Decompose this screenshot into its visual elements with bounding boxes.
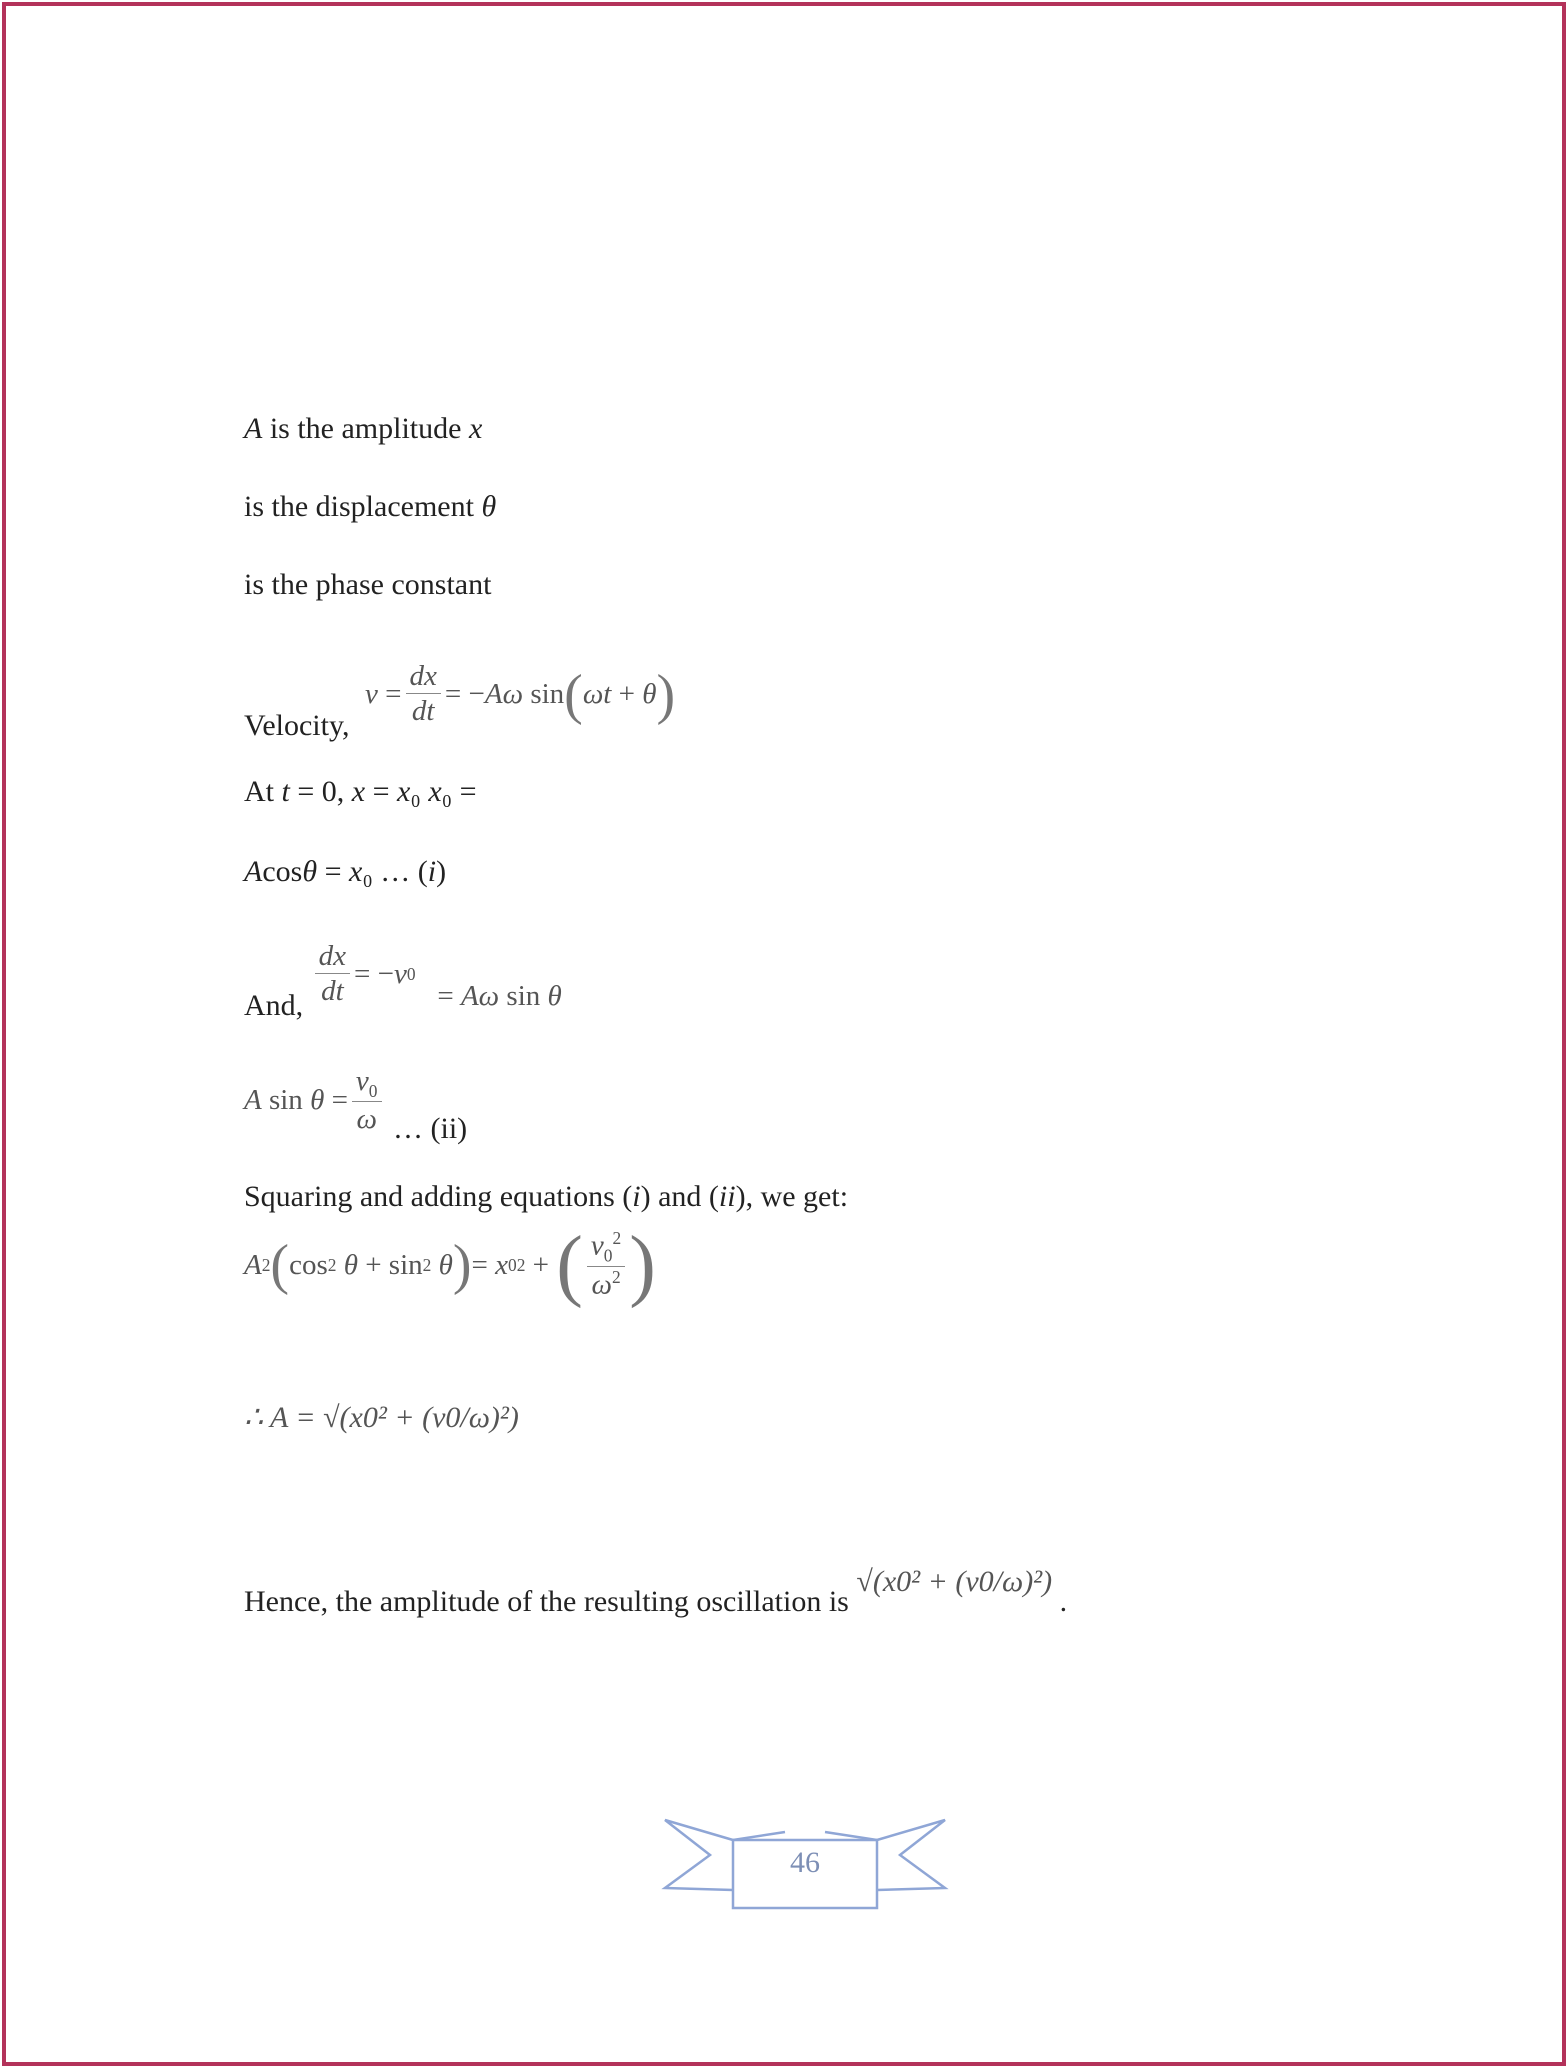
page-border: [2, 2, 1566, 2066]
text-squaring: Squaring and adding equations (i) and (ii), we get:: [244, 1180, 849, 1213]
and-equation: $\frac{dx}{dt}$ = − v 0 = Aω sin θ: [311, 940, 562, 1009]
equation-ii: [244, 1065, 468, 1145]
asin-equation: A sin θ = $\frac{v_0}{\omega}$: [244, 1065, 386, 1137]
amplitude-result-equation: ∴ A = √(x0² + (v0/ω)²): [244, 1401, 519, 1434]
squared-equation: A 2 ( cos 2 θ + sin 2 θ ) = x 0 2 + ( $\frac{v_0^2}{\omega^2}$ ): [244, 1221, 656, 1309]
velocity-label: Velocity,: [244, 709, 350, 743]
text-displacement: is the displacement θ: [244, 490, 497, 523]
period: .: [1059, 1585, 1068, 1618]
text-amplitude: A is the amplitude x: [244, 412, 483, 445]
amplitude-result: [244, 1400, 519, 1435]
equation-i: Acosθ = x₀ … (i): [244, 855, 447, 888]
conclusion-line: [244, 1565, 1068, 1619]
velocity-line: [244, 660, 676, 743]
page-number-banner: [655, 1810, 955, 1920]
text-phase-constant: is the phase constant: [244, 568, 492, 601]
conclusion-text: Hence, the amplitude of the resulting oscillation is: [244, 1585, 849, 1618]
text-initial-condition: At t = 0, x = x₀ x₀ =: [244, 775, 477, 808]
and-label: And,: [244, 989, 304, 1023]
equation-ii-tag: … (ii): [393, 1111, 468, 1145]
and-line: [244, 940, 562, 1023]
velocity-equation: v = $\frac{dx}{dt}$ = − Aω sin ( ωt + θ ): [365, 660, 676, 728]
conclusion-equation: √(x0² + (v0/ω)²): [856, 1565, 1053, 1598]
page-number: 46: [790, 1846, 820, 1879]
